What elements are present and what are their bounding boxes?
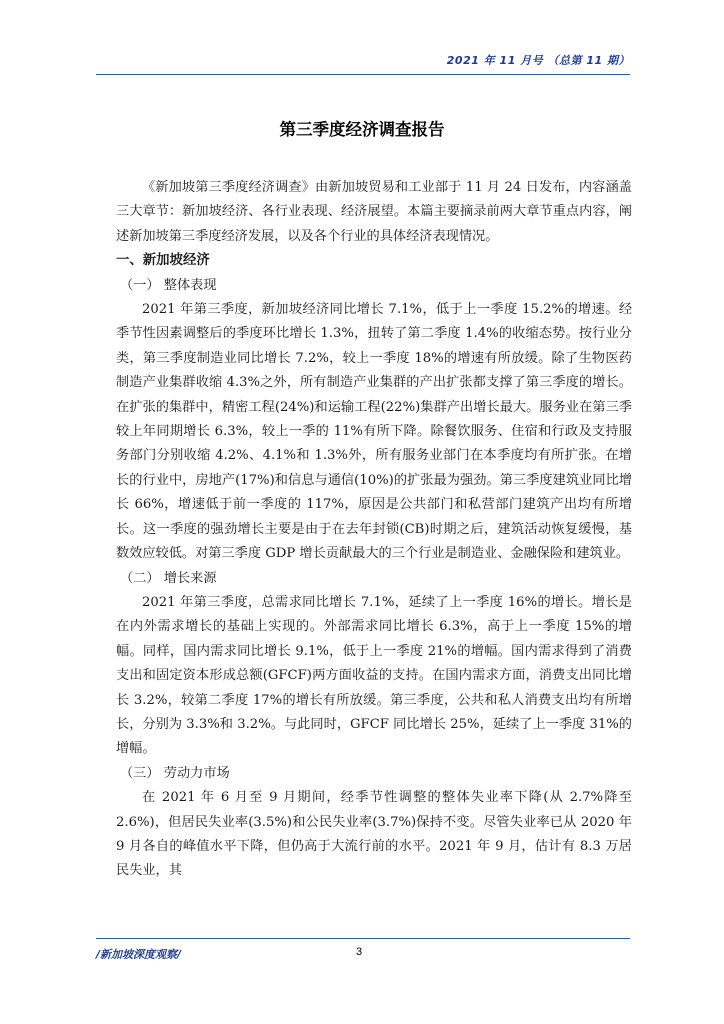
subsection-heading-overall: （一） 整体表现 <box>120 277 217 293</box>
overall-performance-paragraph: 2021 年第三季度，新加坡经济同比增长 7.1%，低于上一季度 15.2%的增速。经季节性因素调整后的季度环比增长 1.3%，扭转了第二季度 1.4%的收缩态势。按行业分类，第三季度制造业同比增长 7.2%，较上一季度 18%的增速有所放缓。除了生物医药制造产业集群收缩 4.3%之外，所有制造产业集群的产出扩张都支撑了第三季度的增长。在扩张的集群中，精密工程(24%)和运输工程(22%)集群产出增长最大。服务业在第三季较上年同期增长 6.3%，较上一季的 11%有所下降。除餐饮服务、住宿和行政及支持服务部门分别收缩 4.2%、4.1%和 1.3%外，所有服务业部门在本季度均有所扩张。在增长的行业中，房地产(17%)和信息与通信(10%)的扩张最为强劲。第三季度建筑业同比增长 66%，增速低于前一季度的 117%，原因是公共部门和私营部门建筑产出均有所增长。这一季度的强劲增长主要是由于在去年封锁(CB)时期之后，建筑活动恢复缓慢，基数效应较低。对第三季度 GDP 增长贡献最大的三个行业是制造业、金融保险和建筑业。 <box>116 302 632 562</box>
page-title: 第三季度经济调查报告 <box>279 120 445 139</box>
article-body <box>116 176 632 884</box>
page-number: 3 <box>356 946 363 958</box>
subsection-heading-growth-sources: （二） 增长来源 <box>120 570 217 586</box>
labour-market-paragraph: 在 2021 年 6 月至 9 月期间，经季节性调整的整体失业率下降(从 2.7%降至 2.6%)，但居民失业率(3.5%)和公民失业率(3.7%)保持不变。尽管失业率已从 2020 年 9 月各自的峰值水平下降，但仍高于大流行前的水平。2021 年 9 月，估计有 8.3 万居民失业，其 <box>116 790 632 879</box>
subsection-heading-labour-market: （三） 劳动力市场 <box>120 765 230 781</box>
growth-sources-paragraph: 2021 年第三季度，总需求同比增长 7.1%，延续了上一季度 16%的增长。增长是在内外需求增长的基础上实现的。外部需求同比增长 6.3%，高于上一季度 15%的增幅。同样，国内需求同比增长 9.1%，低于上一季度 21%的增幅。国内需求得到了消费支出和固定资本形成总额(GFCF)两方面收益的支持。在国内需求方面，消费支出同比增长 3.2%，较第二季度 17%的增长有所放缓。第三季度，公共和私人消费支出均有所增长，分别为 3.3%和 3.2%。与此同时，GFCF 同比增长 25%，延续了上一季度 31%的增幅。 <box>116 594 632 757</box>
footer-publication: /新加坡深度观察/ <box>96 948 182 961</box>
header-issue: 2021 年 11 月号 （总第 11 期） <box>446 54 630 67</box>
footer-divider <box>96 938 630 939</box>
intro-paragraph: 《新加坡第三季度经济调查》由新加坡贸易和工业部于 11 月 24 日发布，内容涵盖三大章节：新加坡经济、各行业表现、经济展望。本篇主要摘录前两大章节重点内容，阐述新加坡第三季度经济发展，以及各个行业的具体经济表现情况。 <box>116 180 632 244</box>
section-heading-singapore-economy: 一、新加坡经济 <box>116 253 210 269</box>
header-divider <box>96 74 630 75</box>
